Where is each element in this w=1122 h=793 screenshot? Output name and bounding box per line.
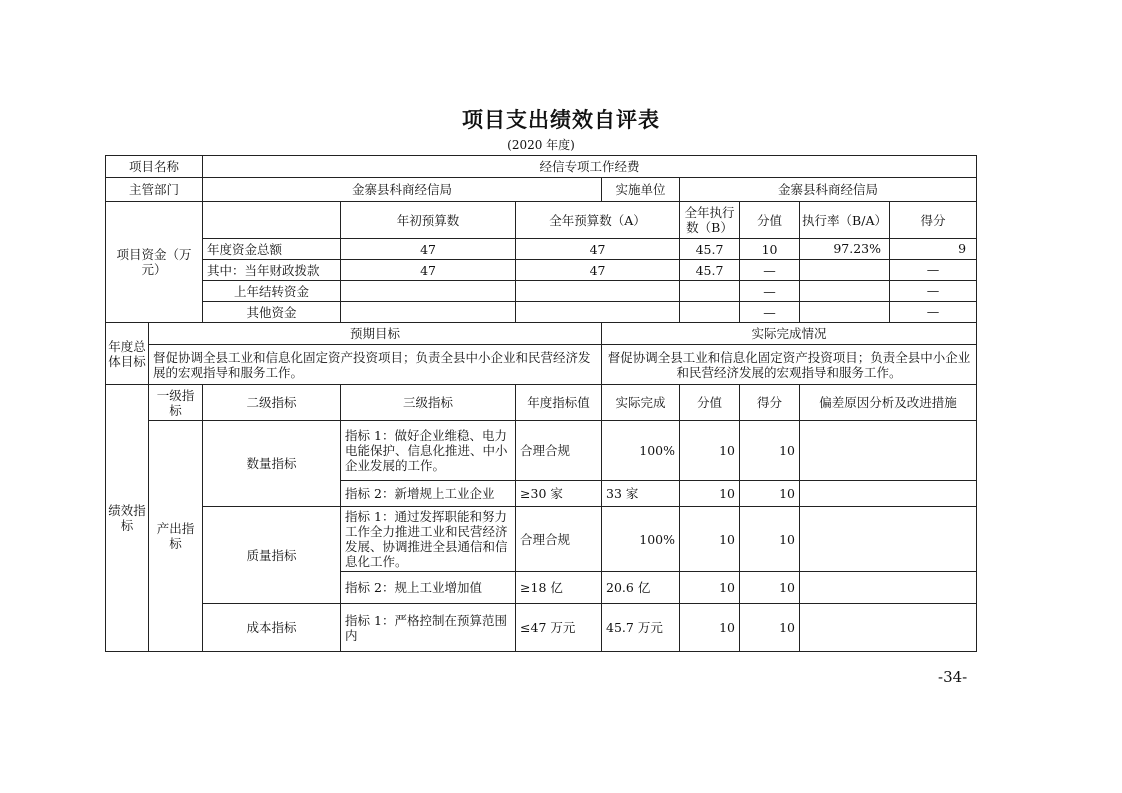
- level3-desc: 指标 1：严格控制在预算范围内: [341, 604, 516, 652]
- funds-row-executed: [680, 302, 740, 323]
- level3-desc: 指标 2：规上工业增加值: [341, 572, 516, 604]
- funds-row-executed: 45.7: [680, 239, 740, 260]
- funds-row-score: —: [926, 283, 940, 298]
- score-value: 10: [680, 604, 740, 652]
- target-value: 合理合规: [516, 421, 602, 481]
- impl-unit-value: 金寨县科商经信局: [680, 178, 977, 202]
- analysis: [800, 421, 977, 481]
- analysis: [800, 507, 977, 572]
- project-name-label: 项目名称: [106, 156, 203, 178]
- funds-row-rate: 97.23%: [800, 239, 890, 259]
- actual-value: 45.7 万元: [602, 604, 680, 652]
- level3-desc: 指标 2：新增规上工业企业: [341, 481, 516, 507]
- funds-header-executed: 全年执行数（B）: [680, 202, 740, 239]
- analysis: [800, 481, 977, 507]
- target-value: ≤47 万元: [516, 604, 602, 652]
- funds-header-score-value: 分值: [740, 202, 800, 239]
- funds-row-rate: [800, 260, 890, 280]
- score: 10: [740, 481, 800, 507]
- actual-value: 100%: [602, 421, 680, 481]
- funds-row-name: 上年结转资金: [203, 281, 341, 302]
- funds-row-score: —: [926, 304, 940, 319]
- actual-header: 实际完成: [602, 385, 680, 421]
- table-row: [106, 260, 977, 281]
- level3-desc: 指标 1：通过发挥职能和努力工作全力推进工业和民营经济发展、协调推进全县通信和信息化工作。: [341, 507, 516, 572]
- funds-row-score-value: —: [740, 281, 800, 302]
- dept-value: 金寨县科商经信局: [203, 178, 602, 202]
- funds-row-name: 其中：当年财政拨款: [203, 260, 341, 281]
- funds-row-initial: [341, 302, 516, 323]
- level3-desc: 指标 1：做好企业维稳、电力电能保护、信息化推进、中小企业发展的工作。: [341, 421, 516, 481]
- analysis-header: 偏差原因分析及改进措施: [800, 385, 977, 421]
- actual-value: 33 家: [602, 481, 680, 507]
- funds-row-score-value: 10: [740, 239, 800, 260]
- level1-output: 产出指标: [149, 421, 203, 652]
- project-name-value: 经信专项工作经费: [203, 156, 977, 178]
- funds-header-initial: 年初预算数: [341, 202, 516, 239]
- page-number: -34-: [938, 668, 968, 686]
- table-row: [106, 281, 977, 302]
- funds-row-rate-score: [800, 281, 977, 302]
- actual-value: 100%: [602, 507, 680, 572]
- funds-header-rate-score: [800, 202, 977, 239]
- level3-header: 三级指标: [341, 385, 516, 421]
- funds-header-annual: 全年预算数（A）: [516, 202, 680, 239]
- funds-row-score: 9: [958, 241, 967, 256]
- target-value: ≥30 家: [516, 481, 602, 507]
- funds-row-annual: [516, 281, 680, 302]
- expected-target-text: 督促协调全县工业和信息化固定资产投资项目；负责全县中小企业和民营经济发展的宏观指导和服务工作。: [149, 345, 602, 385]
- performance-label: 绩效指标: [106, 385, 149, 652]
- funds-row-rate-score: [800, 260, 977, 281]
- expected-target-label: 预期目标: [149, 323, 602, 345]
- target-header: 年度指标值: [516, 385, 602, 421]
- table-row: [106, 604, 977, 652]
- funds-row-name: 年度资金总额: [203, 239, 341, 260]
- table-row: [106, 302, 977, 323]
- funds-header-rate: 执行率（B/A）: [800, 202, 890, 238]
- funds-row-score: —: [926, 262, 940, 277]
- score-value: 10: [680, 572, 740, 604]
- funds-row-annual: 47: [516, 260, 680, 281]
- funds-row-rate-score: [800, 239, 977, 260]
- table-row: [106, 239, 977, 260]
- score-value: 10: [680, 481, 740, 507]
- table-row: [106, 507, 977, 572]
- score: 10: [740, 507, 800, 572]
- funds-row-annual: [516, 302, 680, 323]
- funds-row-rate: [800, 281, 890, 301]
- funds-row-rate-score: [800, 302, 977, 323]
- actual-completion-text: 督促协调全县工业和信息化固定资产投资项目；负责全县中小企业和民营经济发展的宏观指导和服务工作。: [602, 345, 977, 385]
- funds-label: 项目资金（万元）: [106, 202, 203, 323]
- document-title: 项目支出绩效自评表: [462, 108, 660, 132]
- target-value: ≥18 亿: [516, 572, 602, 604]
- performance-table: [105, 155, 977, 652]
- score: 10: [740, 604, 800, 652]
- analysis: [800, 572, 977, 604]
- funds-row-executed: 45.7: [680, 260, 740, 281]
- score-value: 10: [680, 507, 740, 572]
- score-value: 10: [680, 421, 740, 481]
- level2-cost: 成本指标: [203, 604, 341, 652]
- score-header: 得分: [740, 385, 800, 421]
- funds-row-initial: 47: [341, 260, 516, 281]
- actual-value: 20.6 亿: [602, 572, 680, 604]
- level2-quantity: 数量指标: [203, 421, 341, 507]
- table-row: [106, 421, 977, 481]
- actual-completion-label: 实际完成情况: [602, 323, 977, 345]
- funds-header-blank: [203, 202, 341, 239]
- funds-row-initial: [341, 281, 516, 302]
- funds-header-score: 得分: [920, 212, 946, 228]
- level1-header: 一级指标: [149, 385, 203, 421]
- funds-row-initial: 47: [341, 239, 516, 260]
- score: 10: [740, 572, 800, 604]
- score: 10: [740, 421, 800, 481]
- funds-row-score-value: —: [740, 302, 800, 323]
- score-value-header: 分值: [680, 385, 740, 421]
- funds-row-executed: [680, 281, 740, 302]
- analysis: [800, 604, 977, 652]
- overall-target-label: 年度总体目标: [106, 323, 149, 385]
- funds-row-name: 其他资金: [203, 302, 341, 323]
- level2-quality: 质量指标: [203, 507, 341, 604]
- funds-row-rate: [800, 302, 890, 322]
- dept-label: 主管部门: [106, 178, 203, 202]
- target-value: 合理合规: [516, 507, 602, 572]
- level2-header: 二级指标: [203, 385, 341, 421]
- funds-row-annual: 47: [516, 239, 680, 260]
- funds-row-score-value: —: [740, 260, 800, 281]
- impl-unit-label: 实施单位: [602, 178, 680, 202]
- document-subtitle: (2020 年度): [507, 138, 575, 152]
